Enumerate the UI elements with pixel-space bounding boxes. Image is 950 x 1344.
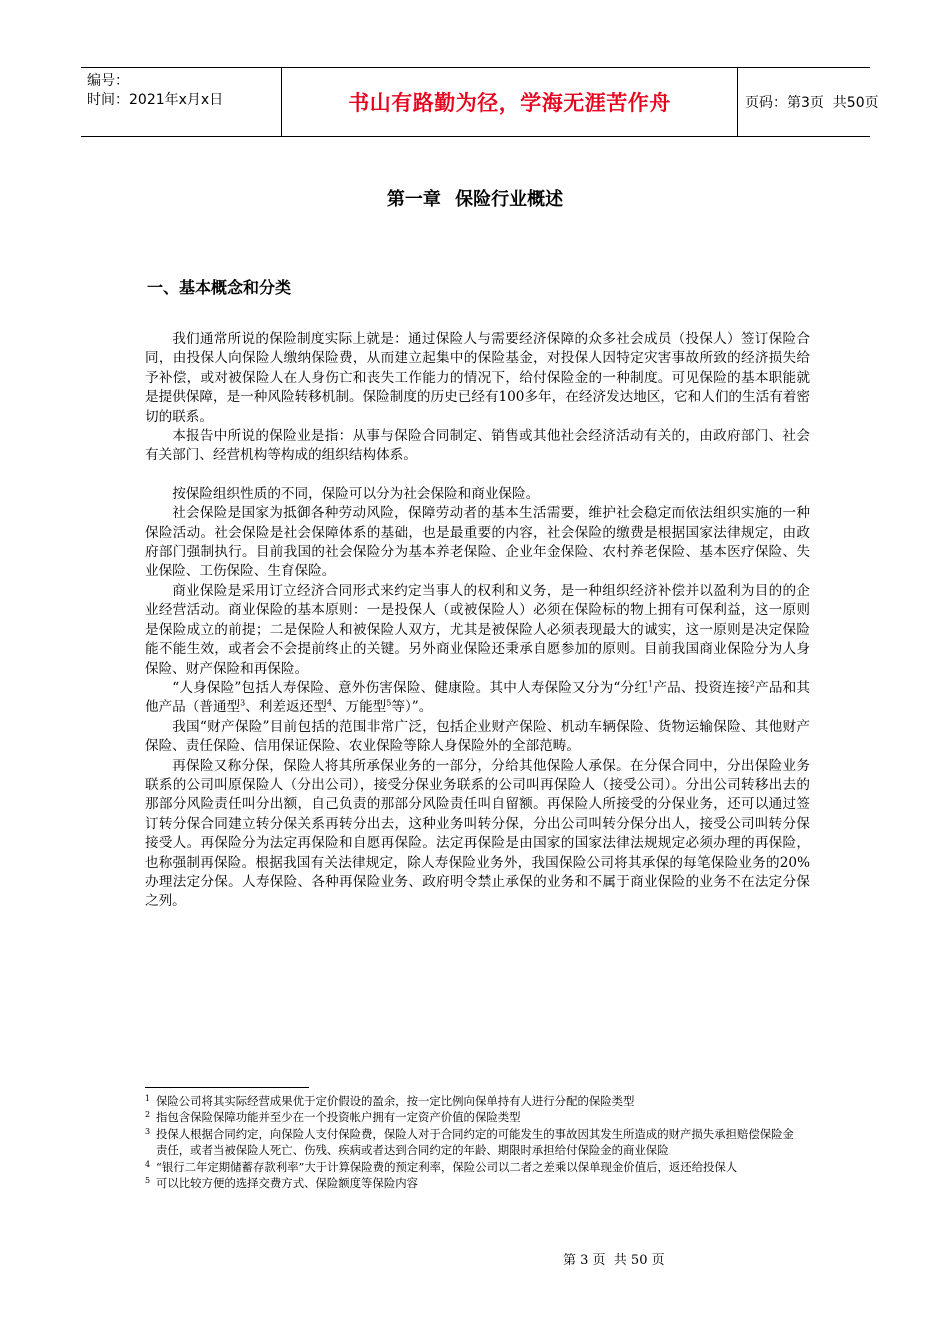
paragraph-with-footnote-refs: [145, 679, 810, 718]
footnote-ref[interactable]: 4: [326, 698, 332, 708]
header-motto: 书山有路勤为径，学海无涯苦作舟: [281, 68, 738, 136]
footnote-text: 指包含保险保障功能并至少在一个投资帐户拥有一定资产价值的保险类型: [156, 1110, 521, 1125]
footnote-text: 保险公司将其实际经营成果优于定价假设的盈余，按一定比例向保单持有人进行分配的保险类型: [156, 1094, 635, 1108]
footnote-text: “银行二年定期储蓄存款利率”大于计算保险费的预定利率，保险公司以二者之差乘以保单现金价值后，返还给投保人: [156, 1159, 738, 1174]
footnote-number: 2: [145, 1110, 151, 1120]
header-meta: [87, 72, 275, 110]
page-header: [81, 67, 879, 137]
text-run: 、利差返还型: [245, 699, 327, 716]
paragraph: 我国“财产保险”目前包括的范围非常广泛，包括企业财产保险、机动车辆保险、货物运输保险、其他财产保险、责任保险、信用保证保险、农业保险等除人身保险外的全部范畴。: [145, 718, 810, 755]
footnote: [145, 1109, 805, 1125]
footnote-ref[interactable]: 5: [386, 698, 392, 708]
footnote-separator: [145, 1087, 309, 1088]
footnote-number: 5: [145, 1176, 151, 1186]
paragraph: 按保险组织性质的不同，保险可以分为社会保险和商业保险。: [172, 485, 540, 502]
footnote: [145, 1126, 805, 1159]
text-run: 产品、投资连接: [653, 679, 750, 696]
page-footer: 第 3 页 共 50 页: [563, 1253, 665, 1268]
text-run: 等）”。: [391, 699, 433, 716]
footnote-text: 投保人根据合同约定，向保险人支付保险费，保险人对于合同约定的可能发生的事故因其发生所造成的财产损失承担赔偿保险金责任，或者当被保险人死亡、伤残、疾病或者达到合同约定的年龄、期限时承担给付保险金的商业保险: [156, 1126, 794, 1158]
footnote-ref[interactable]: 2: [749, 679, 755, 689]
document-number-label: 编号：: [87, 73, 129, 89]
footnote: [145, 1175, 805, 1191]
footnote-number: 4: [145, 1159, 151, 1169]
document-date: 时间：2021年x月x日: [87, 92, 224, 108]
footnote-number: 1: [145, 1094, 151, 1103]
header-page-info: [745, 68, 879, 136]
body-text: [145, 330, 810, 912]
text-run: 、万能型: [331, 699, 387, 716]
footnote-number: 3: [145, 1126, 151, 1136]
paragraph: 我们通常所说的保险制度实际上就是：通过保险人与需要经济保障的众多社会成员（投保人）签订保险合同，由投保人向保险人缴纳保险费，从而建立起集中的保险基金，对投保人因特定灾害事故所致的经济损失给予补偿，或对被保险人在人身伤亡和丧失工作能力的情况下，给付保险金的一种制度。可见保险的基本职能就是提供保障，是一种风险转移机制。保险制度的历史已经有100多年，在经济发达地区，它和人们的生活有着密切的联系。: [145, 331, 810, 425]
footnote-text: 可以比较方便的选择交费方式、保险额度等保险内容: [156, 1176, 418, 1191]
text-run: 产品和其他产品（普通型: [145, 679, 811, 716]
header-page-number: 页码：第3页 共50页: [745, 95, 879, 111]
paragraph: 再保险又称分保，保险人将其所承保业务的一部分，分给其他保险人承保。在分保合同中，分出保险业务联系的公司叫原保险人（分出公司），接受分保业务联系的公司叫再保险人（接受公司）。分出公司转移出去的那部分风险责任叫分出额，自己负责的那部分风险责任叫自留额。再保险人所接受的分保业务，还可以通过签订转分保合同建立转分保关系再转分出去，这种业务叫转分保，分出公司叫转分保分出人，接受公司叫转分保接受人。再保险分为法定再保险和自愿再保险。法定再保险是由国家的国家法律法规规定必须办理的再保险，也称强制再保险。根据我国有关法律规定，除人寿保险业务外，我国保险公司将其承保的每笔保险业务的20%办理法定分保。人寿保险、各种再保险业务、政府明令禁止承保的业务和不属于商业保险的业务不在法定分保之列。: [145, 757, 810, 910]
paragraph: 本报告中所说的保险业是指：从事与保险合同制定、销售或其他社会经济活动有关的，由政府部门、社会有关部门、经营机构等构成的组织结构体系。: [145, 428, 810, 464]
text-run: “人身保险”包括人寿保险、意外伤害保险、健康险。其中人寿保险又分为“分红: [172, 679, 649, 696]
footnote: [145, 1159, 805, 1175]
footnote: [145, 1093, 805, 1109]
footnote-ref[interactable]: 1: [648, 679, 654, 689]
footnotes: [145, 1093, 805, 1191]
footnote-ref[interactable]: 3: [240, 698, 246, 708]
section-title: 一、基本概念和分类: [147, 278, 292, 297]
paragraph: 社会保险是国家为抵御各种劳动风险，保障劳动者的基本生活需要，维护社会稳定而依法组织实施的一种保险活动。社会保险是社会保障体系的基础，也是最重要的内容，社会保险的缴费是根据国家法律规定，由政府部门强制执行。目前我国的社会保险分为基本养老保险、企业年金保险、农村养老保险、基本医疗保险、失业保险、工伤保险、生育保险。: [145, 505, 810, 580]
paragraph: 商业保险是采用订立经济合同形式来约定当事人的权利和义务，是一种组织经济补偿并以盈利为目的的企业经营活动。商业保险的基本原则：一是投保人（或被保险人）必须在保险标的物上拥有可保利益，这一原则是保险成立的前提；二是保险人和被保险人双方，尤其是被保险人必须表现最大的诚实，这一原则是决定保险能不能生效，或者会不会提前终止的关键。另外商业保险还秉承自愿参加的原则。目前我国商业保险分为人身保险、财产保险和再保险。: [145, 582, 810, 677]
chapter-title: 第一章 保险行业概述: [386, 189, 564, 210]
